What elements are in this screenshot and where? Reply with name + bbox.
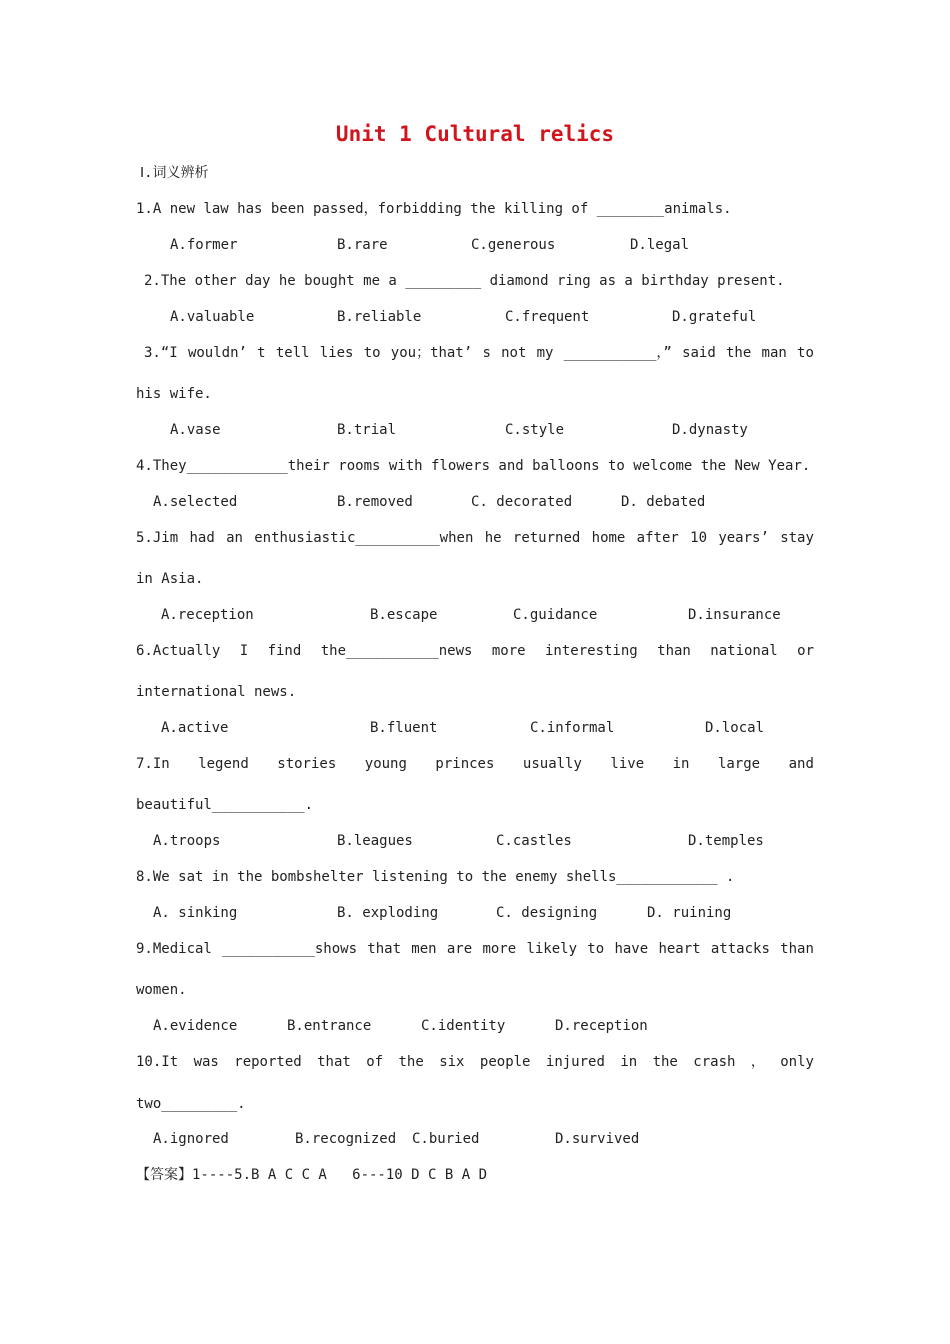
q9-word: than xyxy=(780,941,814,957)
q6-word: interesting xyxy=(545,643,638,659)
q7-word: princes xyxy=(435,756,495,772)
q6-option-b: B.fluent xyxy=(370,720,438,736)
q9-option-a: A.evidence xyxy=(153,1018,238,1034)
q2-option-c: C.frequent xyxy=(505,309,590,325)
question-3-cont: his wife. xyxy=(136,386,212,402)
q6-word: the___________news xyxy=(320,643,473,659)
q10-word: only xyxy=(780,1054,814,1070)
q5-word: 10 xyxy=(690,530,707,546)
q3-word: said xyxy=(682,345,716,361)
q3-word: the xyxy=(726,345,752,361)
q7-word: usually xyxy=(522,756,582,772)
q1-option-c: C.generous xyxy=(471,237,556,253)
q8-option-c: C. designing xyxy=(496,905,598,921)
q3-option-a: A.vase xyxy=(170,422,221,438)
question-1: 1.A new law has been passed，forbidding the killing of ________animals. xyxy=(136,201,732,217)
q2-option-d: D.grateful xyxy=(672,309,757,325)
q3-word: not xyxy=(501,345,527,361)
q5-option-b: B.escape xyxy=(370,607,438,623)
q7-word: stories xyxy=(277,756,337,772)
q5-word: returned xyxy=(512,530,581,546)
q3-option-b: B.trial xyxy=(337,422,397,438)
question-2: 2.The other day he bought me a _________ diamond ring as a birthday present. xyxy=(144,273,785,289)
question-9-cont: women. xyxy=(136,982,187,998)
q4-option-a: A.selected xyxy=(153,494,238,510)
question-8: 8.We sat in the bombshelter listening to the enemy shells____________ . xyxy=(136,869,735,885)
q3-word: lies xyxy=(319,345,354,361)
q3-option-d: D.dynasty xyxy=(672,422,748,438)
q1-option-d: D.legal xyxy=(630,237,690,253)
q6-option-a: A.active xyxy=(161,720,229,736)
q9-word: heart xyxy=(658,941,701,957)
q5-word: 5.Jim xyxy=(136,530,179,546)
question-3 xyxy=(144,343,814,363)
q10-word: in xyxy=(620,1054,638,1070)
q6-word: 6.Actually xyxy=(136,643,221,659)
q7-option-b: B.leagues xyxy=(337,833,413,849)
q6-option-d: D.local xyxy=(705,720,765,736)
question-7 xyxy=(136,754,814,774)
question-10 xyxy=(136,1052,814,1072)
question-7-cont: beautiful___________. xyxy=(136,797,314,813)
q3-word: you；that’ xyxy=(390,345,473,361)
q10-word: that xyxy=(317,1054,351,1070)
q3-word: to xyxy=(363,345,381,361)
q8-option-a: A. sinking xyxy=(153,905,238,921)
q10-option-c: C.buried xyxy=(412,1131,480,1147)
q10-word: ， xyxy=(750,1054,765,1070)
q7-option-c: C.castles xyxy=(496,833,572,849)
q9-word: 9.Medical xyxy=(136,941,212,957)
q7-word: young xyxy=(364,756,407,772)
q7-word: and xyxy=(788,756,814,772)
q3-word: tell xyxy=(275,345,310,361)
q7-word: legend xyxy=(198,756,249,772)
q5-word: an xyxy=(226,530,243,546)
q7-word: live xyxy=(610,756,645,772)
q10-option-b: B.recognized xyxy=(295,1131,397,1147)
question-5-cont: in Asia. xyxy=(136,571,204,587)
page-title: Unit 1 Cultural relics xyxy=(335,122,615,146)
q9-word: more xyxy=(482,941,517,957)
q3-word: 3.“I xyxy=(144,345,178,361)
q9-word: have xyxy=(614,941,649,957)
q10-word: people xyxy=(479,1054,531,1070)
q6-word: or xyxy=(797,643,814,659)
q10-option-a: A.ignored xyxy=(153,1131,229,1147)
q7-word: 7.In xyxy=(136,756,170,772)
q9-word: likely xyxy=(526,941,578,957)
section-heading: Ⅰ.词义辨析 xyxy=(140,165,209,181)
answer-key: 【答案】1----5.B A C C A 6---10 D C B A D xyxy=(136,1167,488,1183)
q10-word: injured xyxy=(545,1054,605,1070)
q2-option-b: B.reliable xyxy=(337,309,422,325)
q5-option-a: A.reception xyxy=(161,607,254,623)
q3-word: my xyxy=(536,345,554,361)
q9-option-c: C.identity xyxy=(421,1018,506,1034)
q3-word: ___________，” xyxy=(563,345,672,361)
question-6-cont: international news. xyxy=(136,684,297,700)
q9-word: attacks xyxy=(710,941,770,957)
q7-word: in xyxy=(672,756,690,772)
q6-option-c: C.informal xyxy=(530,720,615,736)
q10-word: crash xyxy=(693,1054,736,1070)
q1-option-b: B.rare xyxy=(337,237,388,253)
q8-option-d: D. ruining xyxy=(647,905,732,921)
q5-word: years’ xyxy=(718,530,769,546)
q9-word: ___________shows xyxy=(222,941,357,957)
q2-option-a: A.valuable xyxy=(170,309,255,325)
q6-word: national xyxy=(710,643,778,659)
q10-word: was xyxy=(193,1054,219,1070)
q3-word: t xyxy=(257,345,266,361)
q9-option-b: B.entrance xyxy=(287,1018,372,1034)
q3-word: man xyxy=(761,345,787,361)
q10-option-d: D.survived xyxy=(555,1131,640,1147)
q5-word: after xyxy=(636,530,679,546)
q5-word: he xyxy=(484,530,502,546)
q9-word: men xyxy=(411,941,437,957)
question-9 xyxy=(136,939,814,959)
q6-word: more xyxy=(491,643,526,659)
q4-option-c: C. decorated xyxy=(471,494,573,510)
q9-word: that xyxy=(367,941,401,957)
q10-word: reported xyxy=(234,1054,302,1070)
q10-word: the xyxy=(398,1054,424,1070)
q4-option-b: B.removed xyxy=(337,494,413,510)
q10-word: 10.It xyxy=(136,1054,179,1070)
q9-option-d: D.reception xyxy=(555,1018,648,1034)
q9-word: to xyxy=(587,941,605,957)
q10-word: the xyxy=(652,1054,678,1070)
question-10-cont: two_________. xyxy=(136,1096,246,1112)
question-5 xyxy=(136,528,814,548)
q5-option-c: C.guidance xyxy=(513,607,598,623)
q7-option-a: A.troops xyxy=(153,833,221,849)
q6-word: than xyxy=(657,643,691,659)
q7-option-d: D.temples xyxy=(688,833,764,849)
q5-option-d: D.insurance xyxy=(688,607,781,623)
q10-word: six xyxy=(439,1054,465,1070)
question-6 xyxy=(136,641,814,661)
q1-option-a: A.former xyxy=(170,237,238,253)
q3-word: s xyxy=(482,345,491,361)
q5-word: home xyxy=(591,530,626,546)
q9-word: are xyxy=(446,941,473,957)
question-4: 4.They____________their rooms with flowers and balloons to welcome the New Year. xyxy=(136,458,811,474)
q6-word: find xyxy=(267,643,302,659)
q5-word: stay xyxy=(780,530,814,546)
q10-word: of xyxy=(366,1054,384,1070)
q6-word: I xyxy=(239,643,249,659)
q4-option-d: D. debated xyxy=(621,494,706,510)
q5-word: enthusiastic__________when xyxy=(254,530,474,546)
q3-word: wouldn’ xyxy=(187,345,247,361)
q3-word: to xyxy=(797,345,814,361)
q8-option-b: B. exploding xyxy=(337,905,439,921)
q5-word: had xyxy=(189,530,215,546)
q3-option-c: C.style xyxy=(505,422,565,438)
q7-word: large xyxy=(717,756,761,772)
